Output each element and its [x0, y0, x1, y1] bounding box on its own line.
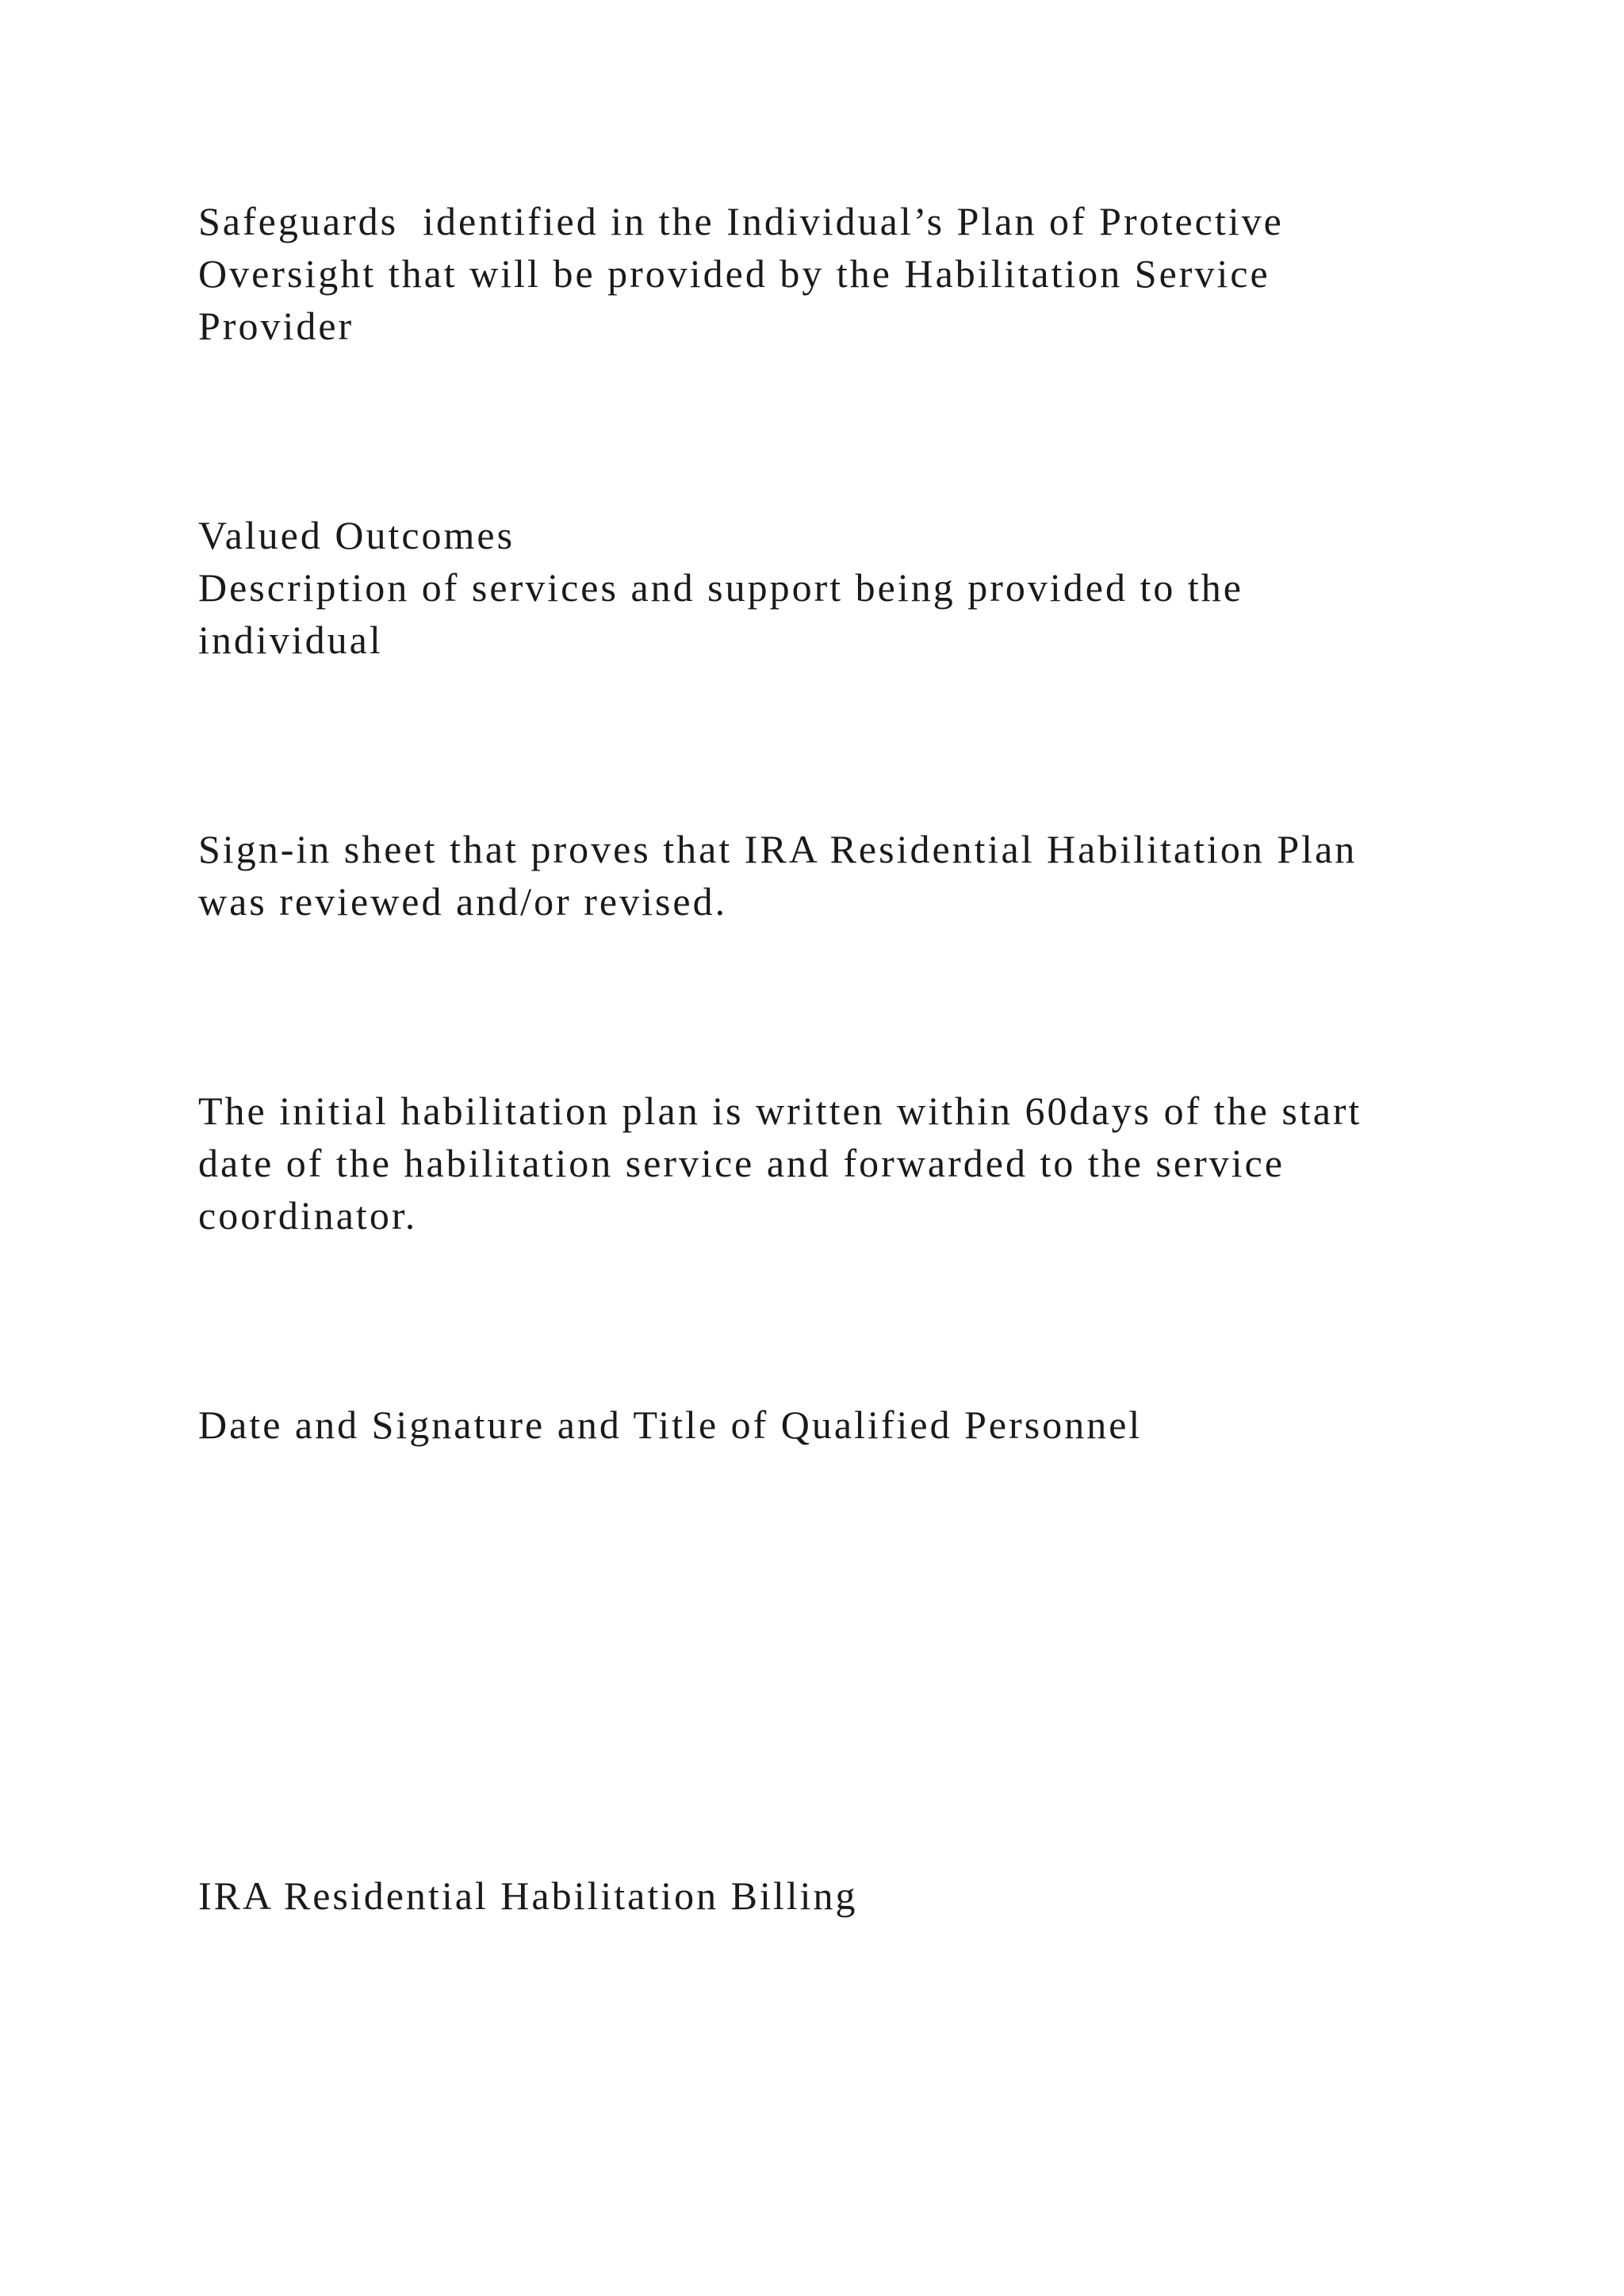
safeguards-line-2: Oversight that will be provided by the Habilitation Service: [198, 251, 1270, 296]
signature-line: Date and Signature and Title of Qualified Personnel: [198, 1402, 1143, 1447]
safeguards-line-3: Provider: [198, 304, 354, 348]
valued-outcomes-line-2: individual: [198, 618, 383, 662]
valued-outcomes-line-1: Description of services and support being provided to the: [198, 565, 1243, 610]
safeguards-line-1: Safeguards identified in the Individual’s Plan of Protective: [198, 199, 1284, 243]
sign-in-line-1: Sign-in sheet that proves that IRA Residential Habilitation Plan: [198, 827, 1358, 871]
valued-outcomes-heading: Valued Outcomes: [198, 513, 515, 557]
initial-plan-line-3: coordinator.: [198, 1193, 418, 1238]
initial-plan-line-1: The initial habilitation plan is written within 60days of the start: [198, 1089, 1362, 1133]
sign-in-line-2: was reviewed and/or revised.: [198, 879, 728, 924]
initial-plan-line-2: date of the habilitation service and forwarded to the service: [198, 1141, 1285, 1185]
billing-heading: IRA Residential Habilitation Billing: [198, 1873, 858, 1918]
